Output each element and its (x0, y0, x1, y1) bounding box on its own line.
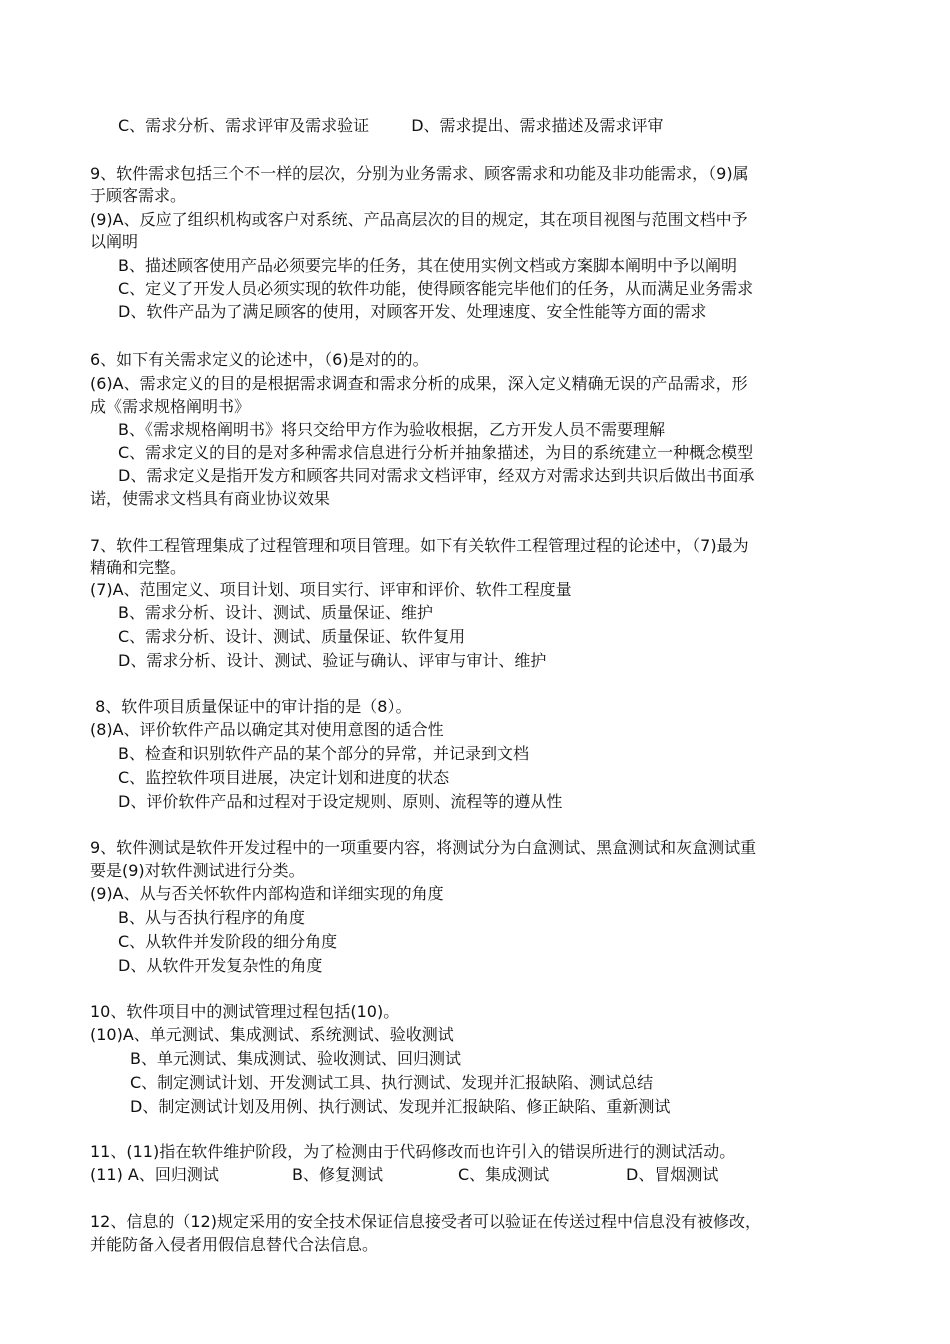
question-stem: 7、软件工程管理集成了过程管理和项目管理。如下有关软件工程管理过程的论述中，（7)最为 (90, 536, 749, 555)
option-d-text: D、软件产品为了满足顾客的使用，对顾客开发、处理速度、安全性能等方面的需求 (118, 302, 707, 321)
option-b-text: B、检查和识别软件产品的某个部分的异常，并记录到文档 (118, 744, 529, 763)
question-stem: 10、软件项目中的测试管理过程包括(10)。 (90, 1002, 400, 1021)
option-b-text: B、《需求规格阐明书》将只交给甲方作为验收根据，乙方开发人员不需要理解 (118, 420, 665, 439)
option-d-text: D、评价软件产品和过程对于设定规则、原则、流程等的遵从性 (118, 792, 563, 811)
option-b-text: B、修复测试 (292, 1165, 383, 1184)
option-c-text: C、需求分析、设计、测试、质量保证、软件复用 (118, 627, 466, 646)
option-d-text: D、需求定义是指开发方和顾客共同对需求文档评审，经双方对需求达到共识后做出书面承 (118, 466, 755, 485)
option-d-text: D、需求提出、需求描述及需求评审 (411, 116, 664, 135)
option-b-text: B、描述顾客使用产品必须要完毕的任务，其在使用实例文档或方案脚本阐明中予以阐明 (118, 256, 737, 275)
question-stem: 6、如下有关需求定义的论述中，（6)是对的的。 (90, 350, 429, 369)
question-stem-cont: 于顾客需求。 (90, 186, 187, 205)
option-c-text: C、监控软件项目进展，决定计划和进度的状态 (118, 768, 450, 787)
option-a-text: (8)A、评价软件产品以确定其对使用意图的适合性 (90, 720, 444, 739)
question-stem-cont: 精确和完整。 (90, 558, 187, 577)
option-d-text: D、需求分析、设计、测试、验证与确认、评审与审计、维护 (118, 651, 547, 670)
option-a-text: (7)A、范围定义、项目计划、项目实行、评审和评价、软件工程度量 (90, 580, 572, 599)
option-c-text: C、定义了开发人员必须实现的软件功能，使得顾客能完毕他们的任务，从而满足业务需求 (118, 279, 754, 298)
option-b-text: B、单元测试、集成测试、验收测试、回归测试 (130, 1049, 461, 1068)
option-c-text: C、制定测试计划、开发测试工具、执行测试、发现并汇报缺陷、测试总结 (130, 1073, 654, 1092)
question-stem-cont: 并能防备入侵者用假信息替代合法信息。 (90, 1235, 379, 1254)
option-d-text: D、从软件开发复杂性的角度 (118, 956, 323, 975)
question-stem: 9、软件测试是软件开发过程中的一项重要内容，将测试分为白盒测试、黑盒测试和灰盒测试重 (90, 838, 757, 857)
inline-options (90, 1163, 718, 1187)
question-stem: 8、软件项目质量保证中的审计指的是（8）。 (90, 697, 412, 716)
option-c-text: C、集成测试 (458, 1165, 550, 1184)
option-b-text: B、需求分析、设计、测试、质量保证、维护 (118, 603, 433, 622)
option-a-text: (9)A、反应了组织机构或客户对系统、产品高层次的目的规定，其在项目视图与范围文档中予 (90, 210, 748, 229)
option-d-text: D、制定测试计划及用例、执行测试、发现并汇报缺陷、修正缺陷、重新测试 (130, 1097, 671, 1116)
option-c-text: C、从软件并发阶段的细分角度 (118, 932, 338, 951)
option-b-text: B、从与否执行程序的角度 (118, 908, 305, 927)
option-a-text: (6)A、需求定义的目的是根据需求调查和需求分析的成果，深入定义精确无误的产品需求，形 (90, 374, 748, 393)
question-stem-cont: 要是(9)对软件测试进行分类。 (90, 861, 305, 880)
question-stem: 11、(11)指在软件维护阶段，为了检测由于代码修改而也许引入的错误所进行的测试活动。 (90, 1142, 736, 1161)
option-a-text-cont: 成《需求规格阐明书》 (90, 397, 251, 416)
option-d-text-cont: 诺，使需求文档具有商业协议效果 (90, 489, 331, 508)
option-c-text: C、需求定义的目的是对多种需求信息进行分析并抽象描述，为目的系统建立一种概念模型 (118, 443, 754, 462)
option-a-text: (9)A、从与否关怀软件内部构造和详细实现的角度 (90, 884, 444, 903)
question-stem: 9、软件需求包括三个不一样的层次，分别为业务需求、顾客需求和功能及非功能需求，（9)属 (90, 164, 749, 183)
option-a-text-cont: 以阐明 (90, 232, 139, 251)
option-a-text: (10)A、单元测试、集成测试、系统测试、验收测试 (90, 1025, 454, 1044)
option-a-text: (11) A、回归测试 (90, 1165, 219, 1184)
question-stem: 12、信息的（12)规定采用的安全技术保证信息接受者可以验证在传送过程中信息没有被修改， (90, 1212, 761, 1231)
option-c-text: C、需求分析、需求评审及需求验证 D、需求提出、需求描述及需求评审 (118, 116, 664, 135)
option-d-text: D、冒烟测试 (626, 1165, 719, 1184)
